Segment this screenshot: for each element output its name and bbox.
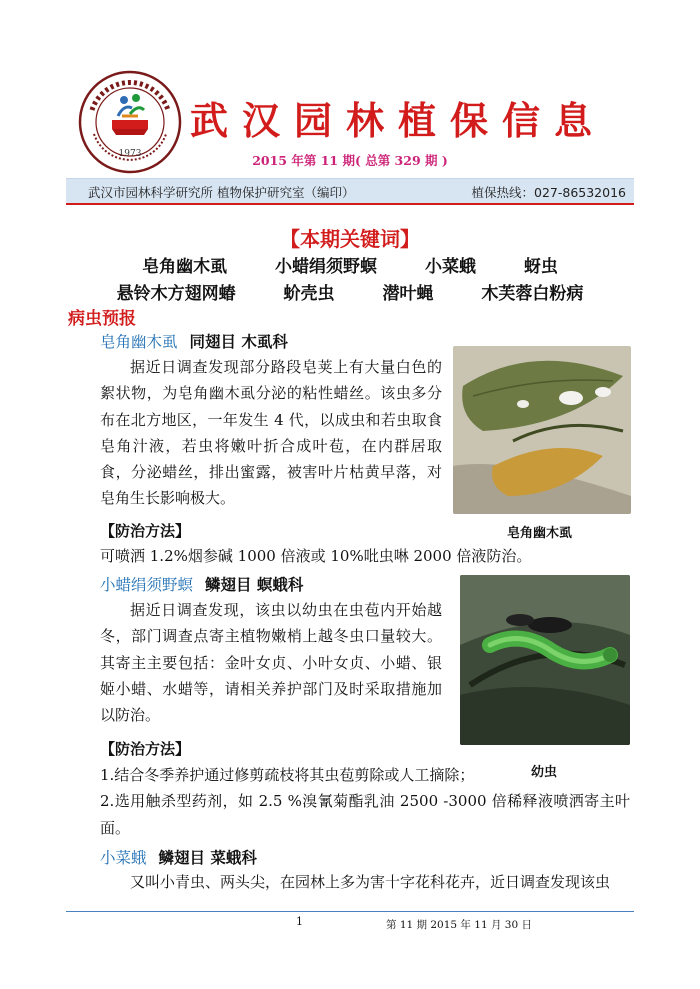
keyword: 小蜡绢须野螟 xyxy=(275,257,378,277)
pest-name: 小蜡绢须野螟 xyxy=(100,576,194,594)
photo-caption: 幼虫 xyxy=(531,765,558,780)
hotline: 植保热线：027-86532016 xyxy=(471,185,626,200)
newsletter-title: 武汉园林植保信息 xyxy=(190,99,607,143)
pest-taxon: 鳞翅目 菜蛾科 xyxy=(158,848,257,867)
keyword: 小菜蛾 xyxy=(424,257,476,277)
keyword: 蚧壳虫 xyxy=(283,284,335,304)
issue-number: 2015 年第 11 期( 总第 329 期 ) xyxy=(252,153,448,168)
keyword: 皂角幽木虱 xyxy=(142,257,228,277)
keywords-title: 【本期关键词】 xyxy=(280,227,420,251)
control-text xyxy=(100,543,640,569)
footer-divider xyxy=(66,911,634,912)
control-item: 1.结合冬季养护通过修剪疏枝将其虫苞剪除或人工摘除； xyxy=(100,766,475,784)
control-heading: 【防治方法】 xyxy=(100,522,191,540)
pest-name: 皂角幽木虱 xyxy=(100,333,178,351)
pest-description xyxy=(100,869,640,895)
section-title: 病虫预报 xyxy=(68,309,136,329)
info-bar xyxy=(66,178,634,203)
page-number: 1 xyxy=(296,915,303,928)
publisher: 武汉市园林科学研究所 植物保护研究室（编印） xyxy=(88,185,355,200)
pest-heading xyxy=(100,330,288,352)
pest-paragraph: 据近日调查发现，该虫以幼虫在虫苞内开始越冬，部门调查点寄主植物嫩梢上越冬虫口量较大。其寄主主要包括：金叶女贞、小叶女贞、小蜡、银姬小蜡、水蜡等，请相关养护部门及时采取措施加以防治。 xyxy=(100,601,442,725)
keyword: 潜叶蝇 xyxy=(382,284,434,304)
footer-info: 第 11 期 2015 年 11 月 30 日 xyxy=(386,919,533,931)
control-heading: 【防治方法】 xyxy=(100,740,191,758)
keywords-line-2 xyxy=(0,279,700,304)
keyword: 木芙蓉白粉病 xyxy=(481,284,584,304)
pest-description xyxy=(100,354,442,512)
pest-heading xyxy=(100,846,257,868)
keywords-line-1 xyxy=(0,252,700,277)
pest-photo-larva xyxy=(460,575,630,745)
pest-taxon: 鳞翅目 螟蛾科 xyxy=(205,575,304,594)
pest-description xyxy=(100,597,442,728)
pest-paragraph: 据近日调查发现部分路段皂荚上有大量白色的絮状物，为皂角幽木虱分泌的粘性蜡丝。该虫多分布在北方地区，一年发生 4 代，以成虫和若虫取食皂角汁液，若虫将嫩叶折合成叶苞，在内群居取食，分泌蜡丝，排出蜜露，被害叶片枯黄早落，对皂角生长影响极大。 xyxy=(100,358,442,508)
pest-taxon: 同翅目 木虱科 xyxy=(189,332,288,351)
control-item: 2.选用触杀型药剂，如 2.5 %溴氰菊酯乳油 2500 -3000 倍稀释液喷洒寄主叶面。 xyxy=(100,792,630,837)
logo-year: 1973 xyxy=(118,149,142,159)
photo-caption: 皂角幽木虱 xyxy=(507,526,573,541)
pest-name: 小菜蛾 xyxy=(100,849,147,867)
pest-photo-leaves xyxy=(453,346,631,514)
control-text xyxy=(100,762,630,841)
header-divider xyxy=(66,203,634,205)
pest-paragraph: 又叫小青虫、两头尖，在园林上多为害十字花科花卉，近日调查发现该虫 xyxy=(130,873,611,891)
pest-heading xyxy=(100,573,303,595)
keyword: 悬铃木方翅网蝽 xyxy=(116,284,236,304)
control-paragraph: 可喷洒 1.2%烟参碱 1000 倍液或 10%吡虫啉 2000 倍液防治。 xyxy=(100,547,532,565)
keyword: 蚜虫 xyxy=(523,257,558,277)
